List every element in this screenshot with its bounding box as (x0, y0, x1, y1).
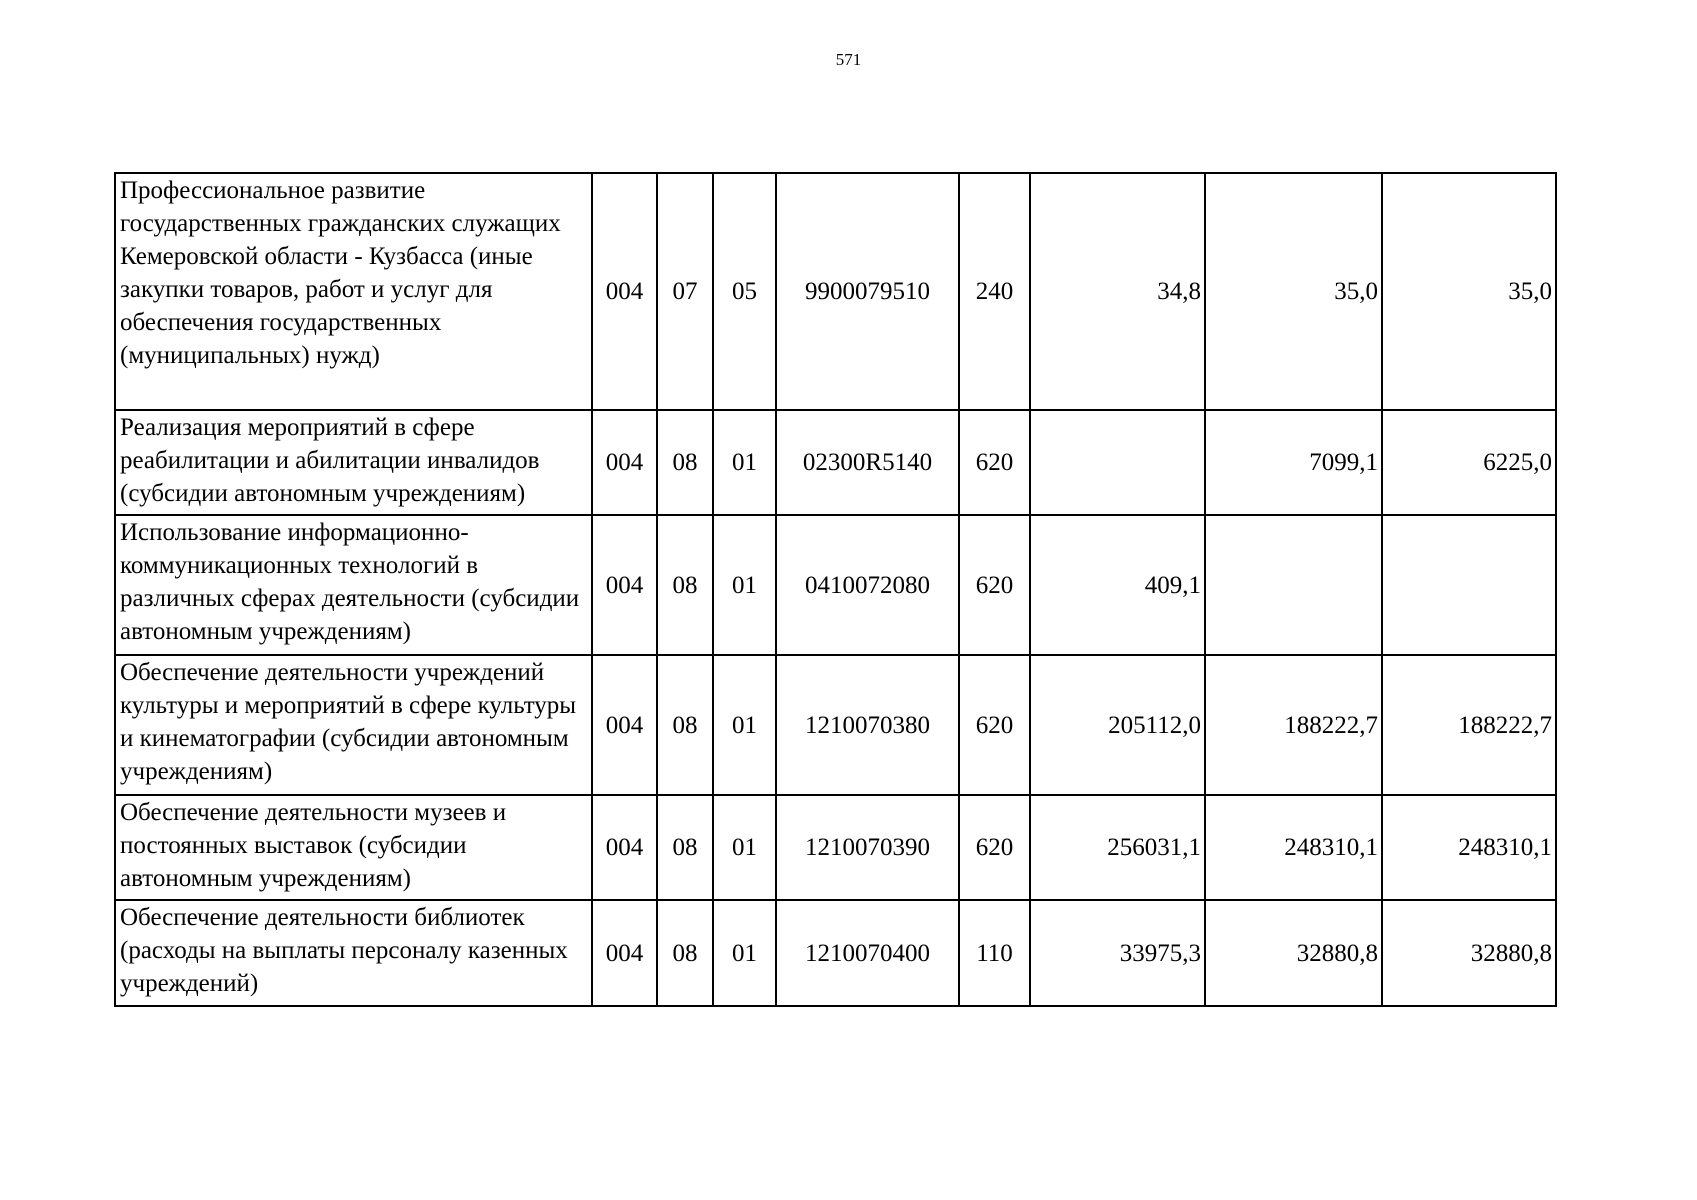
amount-year-3: 6225,0 (1382, 410, 1556, 515)
target-item-code: 0410072080 (776, 515, 959, 655)
amount-year-2: 35,0 (1205, 173, 1382, 410)
page-number: 571 (835, 50, 862, 69)
table-row (115, 900, 1556, 1006)
expense-name: Реализация мероприятий в сфере реабилитации и абилитации инвалидов (субсидии автономным учреждениям) (115, 410, 592, 515)
grbs-code: 004 (592, 173, 657, 410)
expense-name: Обеспечение деятельности музеев и постоянных выставок (субсидии автономным учреждениям) (115, 795, 592, 900)
amount-year-1: 34,8 (1030, 173, 1205, 410)
grbs-code: 004 (592, 515, 657, 655)
amount-year-1: 33975,3 (1030, 900, 1205, 1006)
expense-type-code: 110 (959, 900, 1030, 1006)
grbs-code: 004 (592, 795, 657, 900)
amount-year-1: 205112,0 (1030, 655, 1205, 795)
amount-year-1 (1030, 410, 1205, 515)
amount-year-2: 248310,1 (1205, 795, 1382, 900)
section-code: 07 (657, 173, 713, 410)
target-item-code: 1210070380 (776, 655, 959, 795)
table-row (115, 515, 1556, 655)
amount-year-2: 7099,1 (1205, 410, 1382, 515)
expense-type-code: 240 (959, 173, 1030, 410)
expense-type-code: 620 (959, 515, 1030, 655)
section-code: 08 (657, 795, 713, 900)
grbs-code: 004 (592, 655, 657, 795)
target-item-code: 9900079510 (776, 173, 959, 410)
expense-type-code: 620 (959, 410, 1030, 515)
table-row (115, 173, 1556, 410)
amount-year-3: 32880,8 (1382, 900, 1556, 1006)
section-code: 08 (657, 515, 713, 655)
subsection-code: 05 (713, 173, 776, 410)
target-item-code: 1210070400 (776, 900, 959, 1006)
subsection-code: 01 (713, 900, 776, 1006)
subsection-code: 01 (713, 795, 776, 900)
section-code: 08 (657, 655, 713, 795)
section-code: 08 (657, 410, 713, 515)
target-item-code: 02300R5140 (776, 410, 959, 515)
amount-year-2: 32880,8 (1205, 900, 1382, 1006)
expense-name: Обеспечение деятельности учреждений культуры и мероприятий в сфере культуры и кинематографии (субсидии автономным учреждениям) (115, 655, 592, 795)
grbs-code: 004 (592, 900, 657, 1006)
amount-year-1: 256031,1 (1030, 795, 1205, 900)
expense-name: Обеспечение деятельности библиотек (расходы на выплаты персоналу казенных учреждений) (115, 900, 592, 1006)
budget-table (114, 172, 1557, 1007)
target-item-code: 1210070390 (776, 795, 959, 900)
table-row (115, 655, 1556, 795)
expense-type-code: 620 (959, 655, 1030, 795)
subsection-code: 01 (713, 655, 776, 795)
subsection-code: 01 (713, 515, 776, 655)
table-row (115, 410, 1556, 515)
expense-name: Использование информационно-коммуникационных технологий в различных сферах деятельности (субсидии автономным учреждениям) (115, 515, 592, 655)
amount-year-1: 409,1 (1030, 515, 1205, 655)
amount-year-2 (1205, 515, 1382, 655)
grbs-code: 004 (592, 410, 657, 515)
section-code: 08 (657, 900, 713, 1006)
amount-year-2: 188222,7 (1205, 655, 1382, 795)
table-row (115, 795, 1556, 900)
amount-year-3 (1382, 515, 1556, 655)
subsection-code: 01 (713, 410, 776, 515)
amount-year-3: 35,0 (1382, 173, 1556, 410)
expense-type-code: 620 (959, 795, 1030, 900)
amount-year-3: 248310,1 (1382, 795, 1556, 900)
expense-name: Профессиональное развитие государственных гражданских служащих Кемеровской области - Кузбасса (иные закупки товаров, работ и услуг для обеспечения государственных (муниципальных) нужд) (115, 173, 592, 410)
amount-year-3: 188222,7 (1382, 655, 1556, 795)
